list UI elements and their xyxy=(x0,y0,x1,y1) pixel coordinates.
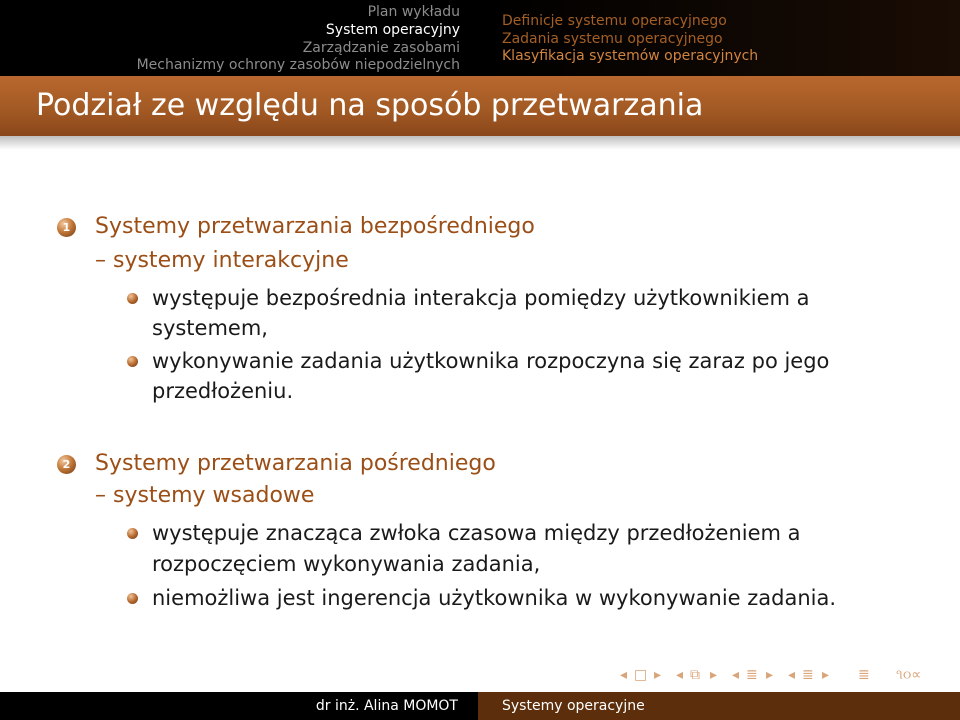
item-title-indirect: Systemy przetwarzania pośredniego xyxy=(95,451,496,476)
bullet-icon xyxy=(127,293,138,304)
section-icon[interactable]: ≣ xyxy=(746,667,758,683)
item-title-direct: Systemy przetwarzania bezpośredniego xyxy=(95,214,535,239)
bullet-icon xyxy=(127,356,138,367)
bullet-text-line: występuje bezpośrednia interakcja pomiędzy użytkownikiem a xyxy=(152,286,810,310)
bullet-text-line: niemożliwa jest ingerencja użytkownika w wykonywanie zadania. xyxy=(152,586,837,610)
align-icon[interactable]: ≣ xyxy=(858,667,870,683)
subsection-prev-icon[interactable]: ◂ xyxy=(676,667,684,683)
title-shadow xyxy=(0,136,960,150)
frame-prev-icon[interactable]: ◂ xyxy=(620,667,628,683)
enum-number-1: 1 xyxy=(57,218,76,237)
nav-section-resources[interactable]: Zarządzanie zasobami xyxy=(302,40,460,56)
presentation-next-icon[interactable]: ▸ xyxy=(822,667,830,683)
frame-title-bar xyxy=(0,76,960,136)
search-icon[interactable]: ૧૦∝ xyxy=(896,667,922,683)
item-subtitle-interactive: – systemy interakcyjne xyxy=(95,248,349,273)
footer xyxy=(0,692,960,720)
nav-subsection-tasks[interactable]: Zadania systemu operacyjnego xyxy=(502,31,723,47)
frame-title: Podział ze względu na sposób przetwarzania xyxy=(36,88,704,123)
frame-icon[interactable]: □ xyxy=(634,667,648,683)
footer-course: Systemy operacyjne xyxy=(502,698,645,714)
footer-author-box xyxy=(0,692,478,720)
section-next-icon[interactable]: ▸ xyxy=(766,667,774,683)
presentation-prev-icon[interactable]: ◂ xyxy=(788,667,796,683)
subsection-navigation xyxy=(478,0,960,76)
section-prev-icon[interactable]: ◂ xyxy=(732,667,740,683)
bullet-icon xyxy=(127,528,138,539)
bullet-text-line: rozpoczęciem wykonywania zadania, xyxy=(152,552,541,576)
presentation-icon[interactable]: ≣ xyxy=(802,667,814,683)
nav-section-system[interactable]: System operacyjny xyxy=(325,22,460,38)
section-navigation xyxy=(0,0,478,76)
bullet-text-line: występuje znacząca zwłoka czasowa między przedłożeniem a xyxy=(152,521,801,545)
footer-author: dr inż. Alina MOMOT xyxy=(315,698,458,714)
nav-section-plan[interactable]: Plan wykładu xyxy=(367,4,460,20)
item-subtitle-batch: – systemy wsadowe xyxy=(95,483,315,508)
bullet-text-line: wykonywanie zadania użytkownika rozpoczyna się zaraz po jego xyxy=(152,349,830,373)
subsection-icon[interactable]: ⧉ xyxy=(690,667,700,683)
footer-course-box xyxy=(478,692,960,720)
bullet-text-line: systemem, xyxy=(152,316,268,340)
frame-next-icon[interactable]: ▸ xyxy=(654,667,662,683)
nav-subsection-classification[interactable]: Klasyfikacja systemów operacyjnych xyxy=(502,48,759,64)
navigation-symbols xyxy=(620,667,940,691)
bullet-text-line: przedłożeniu. xyxy=(152,379,294,403)
nav-section-protection[interactable]: Mechanizmy ochrony zasobów niepodzielnych xyxy=(136,57,460,73)
bullet-icon xyxy=(127,593,138,604)
navigation-header xyxy=(0,0,960,76)
subsection-next-icon[interactable]: ▸ xyxy=(710,667,718,683)
enum-number-2: 2 xyxy=(57,455,76,474)
nav-subsection-definitions[interactable]: Definicje systemu operacyjnego xyxy=(502,13,727,29)
